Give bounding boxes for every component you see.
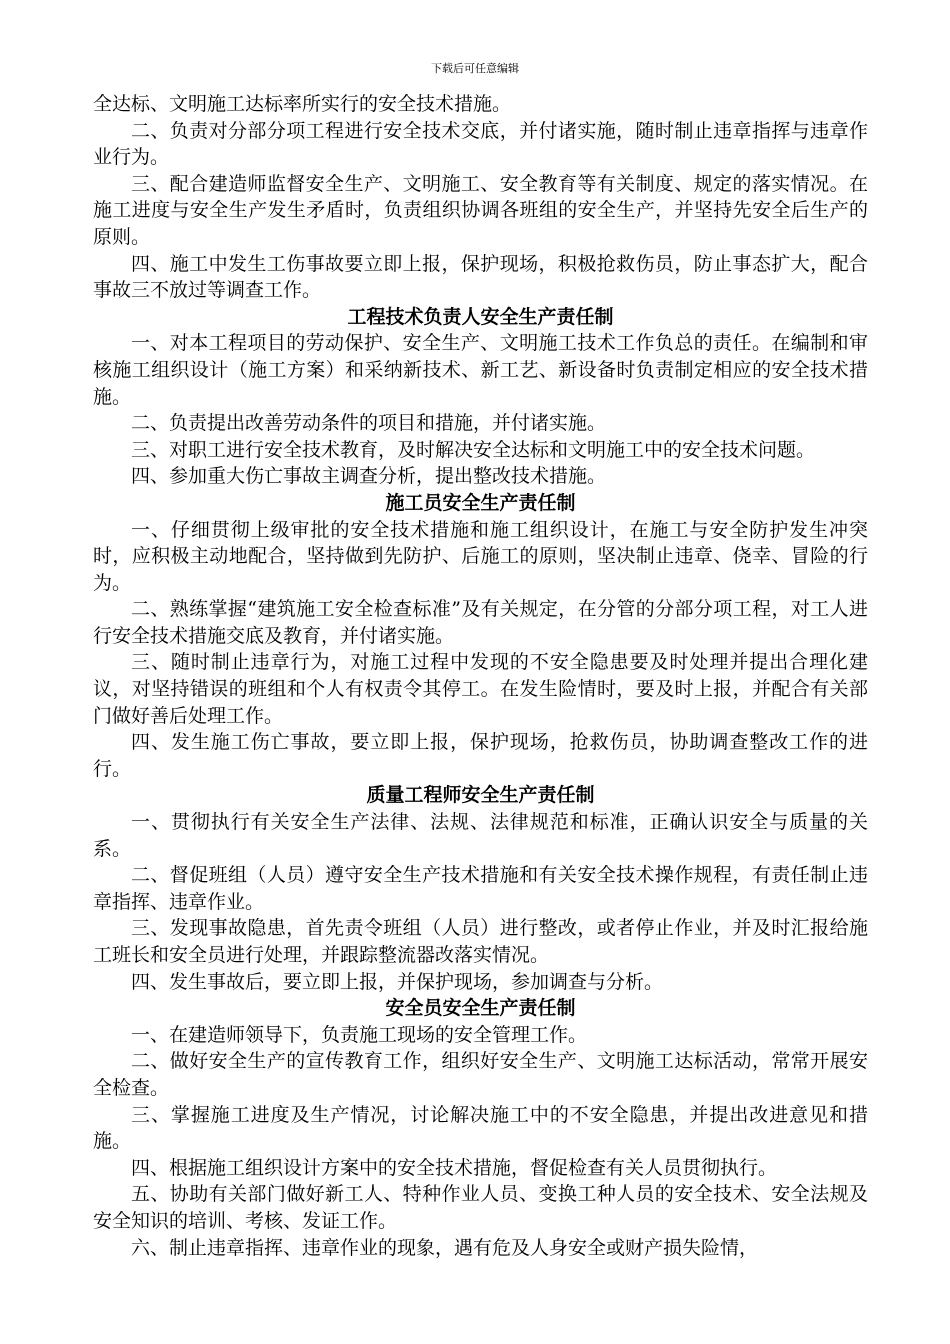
paragraph: 一、贯彻执行有关安全生产法律、法规、法律规范和标准，正确认识安全与质量的关系。 <box>93 811 868 860</box>
paragraph: 一、在建造师领导下，负责施工现场的安全管理工作。 <box>131 1023 588 1046</box>
paragraph: 四、参加重大伤亡事故主调查分析，提出整改技术措施。 <box>131 465 607 488</box>
paragraph: 五、协助有关部门做好新工人、特种作业人员、变换工种人员的安全技术、安全法规及安全知识的培训、考核、发证工作。 <box>93 1183 868 1232</box>
paragraph: 二、负责对分部分项工程进行安全技术交底，并付诸实施，随时制止违章指挥与违章作业行为。 <box>93 119 868 169</box>
paragraph: 三、随时制止违章行为，对施工过程中发现的不安全隐患要及时处理并提出合理化建议，对坚持错误的班组和个人有权责令其停工。在发生险情时，要及时上报，并配合有关部门做好善后处理工作。 <box>93 651 868 727</box>
paragraph: 三、掌握施工进度及生产情况，讨论解决施工中的不安全隐患，并提出改进意见和措施。 <box>93 1103 868 1153</box>
document-body <box>93 91 868 1261</box>
paragraph: 四、施工中发生工伤事故要立即上报，保护现场，积极抢救伤员，防止事态扩大，配合事故三不放过等调查工作。 <box>93 252 868 302</box>
paragraph: 全达标、文明施工达标率所实行的安全技术措施。 <box>93 93 512 115</box>
section-heading: 安全员安全生产责任制 <box>385 997 576 1020</box>
paragraph: 四、发生施工伤亡事故，要立即上报，保护现场，抢救伤员，协助调查整改工作的进行。 <box>93 731 868 780</box>
paragraph: 二、熟练掌握“建筑施工安全检查标准”及有关规定，在分管的分部分项工程，对工人进行安全技术措施交底及教育，并付诸实施。 <box>93 598 868 647</box>
paragraph: 四、发生事故后，要立即上报，并保护现场，参加调查与分析。 <box>131 970 664 993</box>
paragraph: 三、对职工进行安全技术教育，及时解决安全达标和文明施工中的安全技术问题。 <box>131 438 816 461</box>
paragraph: 二、负责提出改善劳动条件的项目和措施，并付诸实施。 <box>131 412 607 435</box>
paragraph: 六、制止违章指挥、违章作业的现象，遇有危及人身安全或财产损失险情， <box>131 1236 759 1259</box>
paragraph: 四、根据施工组织设计方案中的安全技术措施，督促检查有关人员贯彻执行。 <box>131 1156 778 1179</box>
section-heading: 质量工程师安全生产责任制 <box>366 784 595 807</box>
section-heading: 施工员安全生产责任制 <box>385 491 576 514</box>
paragraph: 一、对本工程项目的劳动保护、安全生产、文明施工技术工作负总的责任。在编制和审核施工组织设计（施工方案）和采纳新技术、新工艺、新设备时负责制定相应的安全技术措施。 <box>93 332 868 408</box>
page-header: 下载后可任意编辑 <box>431 62 519 75</box>
paragraph: 二、督促班组（人员）遵守安全生产技术措施和有关安全技术操作规程，有责任制止违章指挥、违章作业。 <box>93 864 868 913</box>
paragraph: 三、配合建造师监督安全生产、文明施工、安全教育等有关制度、规定的落实情况。在施工进度与安全生产发生矛盾时，负责组织协调各班组的安全生产，并坚持先安全后生产的原则。 <box>93 172 868 248</box>
paragraph: 一、仔细贯彻上级审批的安全技术措施和施工组织设计，在施工与安全防护发生冲突时，应积极主动地配合，坚持做到先防护、后施工的原则，坚决制止违章、侥幸、冒险的行为。 <box>93 518 868 594</box>
section-heading: 工程技术负责人安全生产责任制 <box>347 305 614 328</box>
paragraph: 三、发现事故隐患，首先责令班组（人员）进行整改，或者停止作业，并及时汇报给施工班长和安全员进行处理，并跟踪整流器改落实情况。 <box>93 917 868 966</box>
paragraph: 二、做好安全生产的宣传教育工作，组织好安全生产、文明施工达标活动，常常开展安全检查。 <box>93 1050 868 1099</box>
